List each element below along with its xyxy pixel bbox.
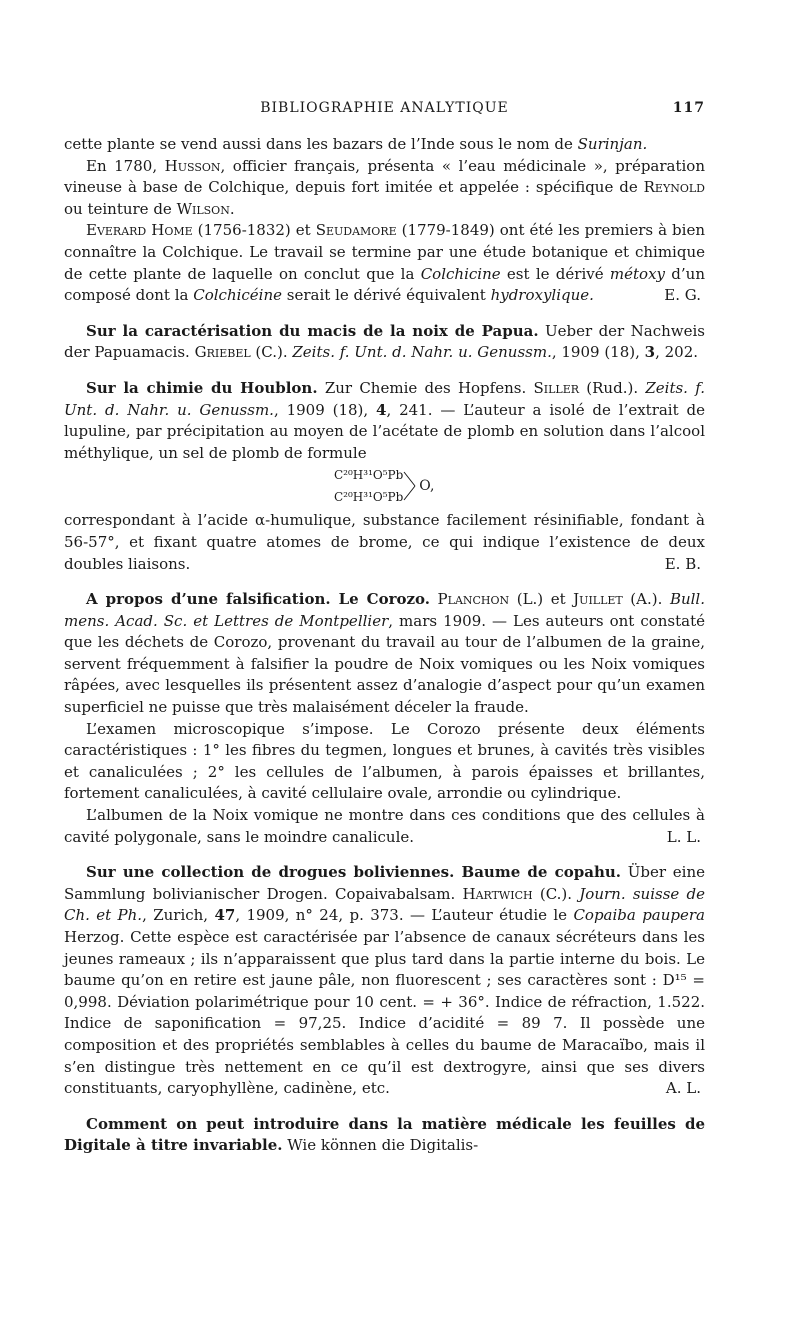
page bbox=[64, 100, 705, 1157]
journal-name: Journ. suisse de Ch. et Ph. bbox=[64, 884, 706, 925]
entry-title: Sur la caractérisation du macis de la noix de Papua. bbox=[86, 321, 539, 340]
author-name: Husson bbox=[164, 156, 221, 175]
journal-name: Bull. mens. Acad. Sc. et Lettres de Montpellier bbox=[64, 590, 705, 630]
header-title: BIBLIOGRAPHIE ANALYTIQUE bbox=[260, 100, 509, 116]
paragraph-husson: En 1780, Husson, officier français, présenta « l’eau médicinale », préparation vineuse à base de Colchique, depuis fort imitée et appelée : spécifique de Reynold ou teinture de Wilson. bbox=[64, 156, 705, 218]
formula-bond-bracket bbox=[403, 468, 417, 504]
entry-title: Sur la chimie du Houblon. bbox=[86, 378, 318, 397]
entry-copahu: Sur une collection de drogues boliviennes. Baume de copahu. Über eine Sammlung bolivianischer Drogen. Copaivabalsam. Hartwich (C.). Journ. suisse de Ch. et Ph., Zurich, 47, 1909, n° 24, p. 373. — L’auteur étudie le Copaiba paupera Herzog. Cette espèce est caractérisée par l’absence de canaux sécréteurs dans les jeunes rameaux ; ils n’apparaissent que plus tard dans la partie interne du bois. Le baume qu’on en retire est jaune pâle, non fluorescent ; ses caractères sont : D¹⁵ = 0,998. Déviation polarimétrique pour 10 cent. = + 36°. Indice de réfraction, 1.522. Indice de saponification = 97,25. Indice d’acidité = 89 7. Il possède une composition et des propriétés semblables à celles du baume de Maracaïbo, mais il s’en distingue très nettement en ce qu’il est dextrogyre, ainsi que ses divers constituants, caryophyllène, cadinène, etc. A. L. bbox=[64, 862, 705, 1100]
author-name: Wilson bbox=[176, 199, 230, 218]
author-name: Hartwich bbox=[462, 884, 533, 903]
reviewer-signature: E. G. bbox=[664, 286, 701, 305]
reviewer-signature: E. B. bbox=[664, 554, 701, 573]
author-name: Juillet bbox=[573, 590, 623, 609]
paragraph-examen: L’examen microscopique s’impose. Le Corozo présente deux éléments caractéristiques : 1° les fibres du tegmen, longues et brunes, à cavités très visibles et canaliculées ; 2° les cellules de l’albumen, à parois épaisses et brillantes, fortement canaliculées, à cavité cellulaire ovale, arrondie ou cylindrique. bbox=[64, 719, 705, 803]
entry-houblon: Sur la chimie du Houblon. Zur Chemie des Hopfens. Siller (Rud.). Zeits. f. Unt. d. Nahr. u. Genussm., 1909 (18), 4, 241. — L’auteur a isolé de l’extrait de lupuline, par précipitation au moyen de l’acétate de plomb en solution dans l’alcool méthylique, un sel de plomb de formule bbox=[64, 378, 705, 462]
page-number: 117 bbox=[672, 100, 705, 116]
paragraph-humulique: correspondant à l’acide α-humulique, substance facilement résinifiable, fondant à 56-57°, et fixant quatre atomes de brome, ce qui indique l’existence de deux doubles liaisons. E. B. bbox=[64, 510, 705, 575]
paragraph-albumen: L’albumen de la Noix vomique ne montre dans ces conditions que des cellules à cavité polygonale, sans le moindre canalicule. L. L. bbox=[64, 805, 705, 848]
entry-macis-papua: Sur la caractérisation du macis de la noix de Papua. Ueber der Nachweis der Papuamacis. Griebel (C.). Zeits. f. Unt. d. Nahr. u. Genussm., 1909 (18), 3, 202. bbox=[64, 321, 705, 362]
reviewer-signature: A. L. bbox=[665, 1079, 701, 1098]
entry-title: Sur une collection de drogues boliviennes. Baume de copahu. bbox=[86, 863, 622, 882]
author-name: Reynold bbox=[643, 178, 705, 197]
author-name: Siller bbox=[533, 378, 580, 397]
paragraph-colchicine: Everard Home (1756-1832) et Seudamore (1779-1849) ont été les premiers à bien connaître la Colchique. Le travail se termine par une étude botanique et chimique de cette plante de laquelle on conclut que la Colchicine est le dérivé métoxy d’un composé dont la Colchicéine serait le dérivé équivalent hydroxylique. E. G. bbox=[64, 220, 705, 306]
formula-line-bottom: C²⁰H³¹O⁵Pb bbox=[334, 490, 404, 505]
formula-oxygen: O, bbox=[419, 478, 435, 495]
page-body bbox=[64, 134, 705, 1157]
author-name: Griebel bbox=[194, 343, 251, 362]
author-name: Seudamore bbox=[315, 221, 397, 240]
entry-title: A propos d’une falsification. Le Corozo. bbox=[86, 590, 430, 609]
entry-title: Comment on peut introduire dans la matière médicale les feuilles de Digitale à titre invariable. bbox=[64, 1114, 705, 1155]
author-name: Everard Home bbox=[86, 221, 193, 240]
chemical-formula bbox=[334, 468, 705, 504]
journal-name: Zeits. f. Unt. d. Nahr. u. Genussm. bbox=[292, 343, 552, 362]
entry-corozo: A propos d’une falsification. Le Corozo. Planchon (L.) et Juillet (A.). Bull. mens. Acad. Sc. et Lettres de Montpellier, mars 1909. — Les auteurs ont constaté que les déchets de Corozo, provenant du travail au tour de l’albumen de la graine, servent fréquemment à falsifier la poudre de Noix vomiques ou les Noix vomiques râpées, avec lesquelles ils présentent assez d’analogie d’aspect pour qu’un examen superficiel ne puisse que très malaisément déceler la fraude. bbox=[64, 590, 705, 717]
entry-digitale: Comment on peut introduire dans la matière médicale les feuilles de Digitale à titre invariable. Wie können die Digitalis- bbox=[64, 1114, 705, 1155]
running-header bbox=[64, 100, 705, 124]
author-name: Planchon bbox=[437, 590, 510, 609]
formula-line-top: C²⁰H³¹O⁵Pb bbox=[334, 468, 404, 483]
reviewer-signature: L. L. bbox=[666, 827, 701, 846]
journal-name: Zeits. f. Unt. d. Nahr. u. Genussm. bbox=[64, 378, 705, 419]
paragraph-continuation: cette plante se vend aussi dans les bazars de l’Inde sous le nom de Surinjan. bbox=[64, 135, 648, 153]
